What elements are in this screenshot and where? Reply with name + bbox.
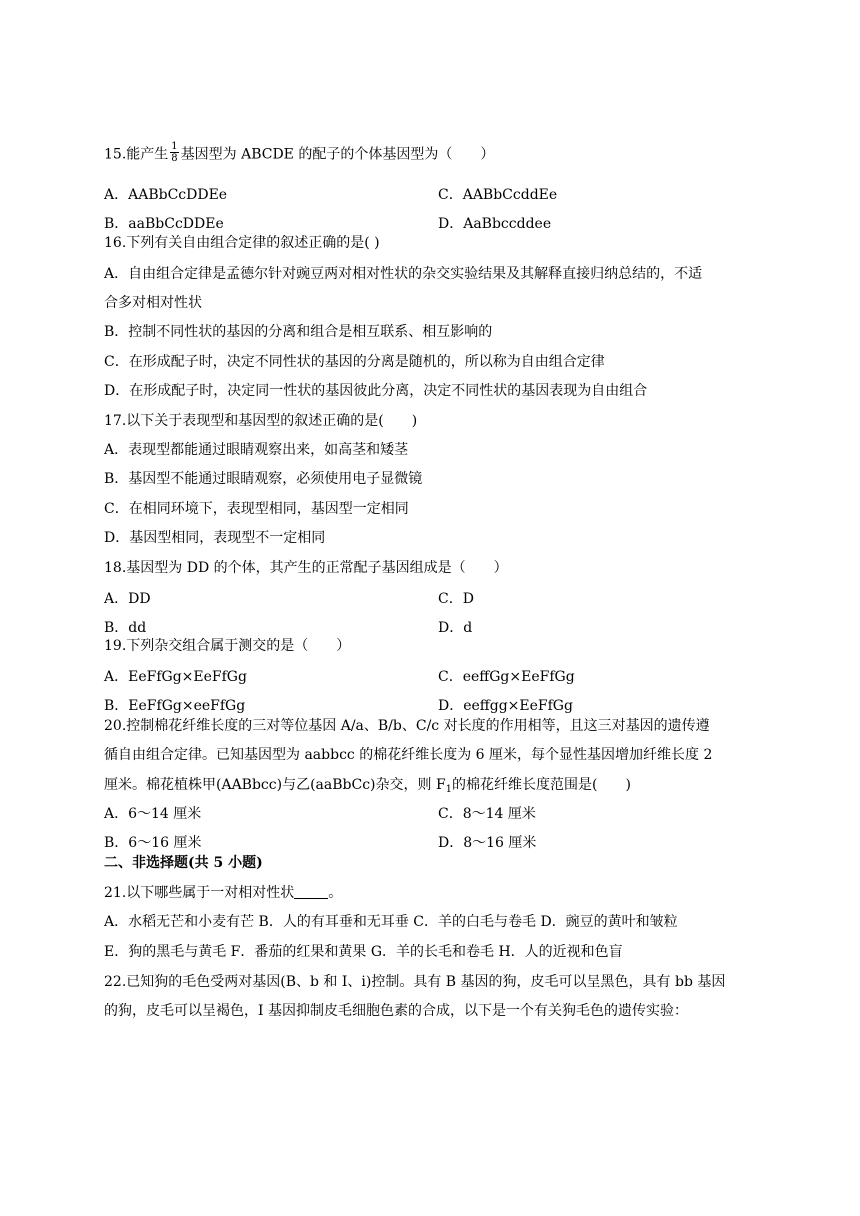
q19-option-b: B．EeFfGg×eeFfGg <box>104 698 246 714</box>
q20-stem-line1: 20.控制棉花纤维长度的三对等位基因 A/a、B/b、C/c 对长度的作用相等，且这三对基因的遗传遵 <box>104 718 710 734</box>
q19-option-a: A．EeFfGg×EeFfGg <box>104 669 247 685</box>
q21-options-line2: E．狗的黑毛与黄毛 F．番茄的红果和黄果 G．羊的长毛和卷毛 H．人的近视和色盲 <box>104 944 623 960</box>
q15-option-d: D．AaBbccddee <box>438 216 552 232</box>
q16-option-c: C．在形成配子时，决定不同性状的基因的分离是随机的，所以称为自由组合定律 <box>104 354 605 370</box>
q19-option-d: D．eeffgg×EeFfGg <box>438 698 573 714</box>
q20-option-b: B．6～16 厘米 <box>104 835 202 851</box>
q17-option-b: B．基因型不能通过眼睛观察，必须使用电子显微镜 <box>104 471 423 487</box>
q19-stem: 19.下列杂交组合属于测交的是（ ） <box>104 638 351 654</box>
q15-option-a: A．AABbCcDDEe <box>104 187 228 203</box>
q18-option-a: A．DD <box>104 591 151 607</box>
q21-options-line1: A．水稻无芒和小麦有芒 B．人的有耳垂和无耳垂 C．羊的白毛与卷毛 D．豌豆的黄叶和皱粒 <box>104 914 678 930</box>
q18-option-d: D．d <box>438 620 473 636</box>
q20-stem-line3: 厘米。棉花植株甲(AABbcc)与乙(aaBbCc)杂交，则 $F_1$的棉花纤维长度范围是( ) <box>104 777 631 795</box>
q19-option-c: C．eeffGg×EeFfGg <box>438 669 575 685</box>
q20-option-d: D．8～16 厘米 <box>438 835 537 851</box>
q17-stem: 17.以下关于表现型和基因型的叙述正确的是( ) <box>104 413 418 429</box>
q21-stem: 21.以下哪些属于一对相对性状 。 <box>104 885 343 901</box>
q17-option-a: A．表现型都能通过眼睛观察出来，如高茎和矮茎 <box>104 442 409 458</box>
q16-option-d: D．在形成配子时，决定同一性状的基因彼此分离，决定不同性状的基因表现为自由组合 <box>104 383 648 399</box>
q20-option-c: C．8～14 厘米 <box>438 806 536 822</box>
answer-blank <box>294 898 328 899</box>
section-heading: 二、非选择题(共 5 小题) <box>104 855 263 871</box>
q15-option-c: C．AABbCcddEe <box>438 187 558 203</box>
q20-option-a: A．6～14 厘米 <box>104 806 202 822</box>
q22-stem-line1: 22.已知狗的毛色受两对基因(B、b 和 I、i)控制。具有 B 基因的狗，皮毛可以呈黑色，具有 bb 基因 <box>104 974 726 990</box>
q16-stem: 16.下列有关自由组合定律的叙述正确的是( ) <box>104 235 380 251</box>
q17-option-c: C．在相同环境下，表现型相同，基因型一定相同 <box>104 501 409 517</box>
q16-option-a: A．自由组合定律是孟德尔针对豌豆两对相对性状的杂交实验结果及其解释直接归纳总结的，不适 <box>104 266 703 282</box>
q15-option-b: B．aaBbCcDDEe <box>104 216 224 232</box>
fraction: $\frac{1}{8}$ <box>171 141 178 164</box>
q22-stem-line2: 的狗，皮毛可以呈褐色，I 基因抑制皮毛细胞色素的合成，以下是一个有关狗毛色的遗传实验： <box>104 1003 688 1019</box>
q18-option-b: B．dd <box>104 620 147 636</box>
q17-option-d: D．基因型相同，表现型不一定相同 <box>104 530 326 546</box>
q16-option-b: B．控制不同性状的基因的分离和组合是相互联系、相互影响的 <box>104 324 493 340</box>
q15-stem: 15.能产生 $\frac{1}{8}$ 基因型为 ABCDE 的配子的个体基因型为（ ） <box>104 141 495 164</box>
q18-option-c: C．D <box>438 591 474 607</box>
q20-stem-line2: 循自由组合定律。已知基因型为 aabbcc 的棉花纤维长度为 6 厘米，每个显性基因增加纤维长度 2 <box>104 747 713 763</box>
q16-option-a-cont: 合多对相对性状 <box>104 295 202 311</box>
q18-stem: 18.基因型为 DD 的个体，其产生的正常配子基因组成是（ ） <box>104 560 508 576</box>
